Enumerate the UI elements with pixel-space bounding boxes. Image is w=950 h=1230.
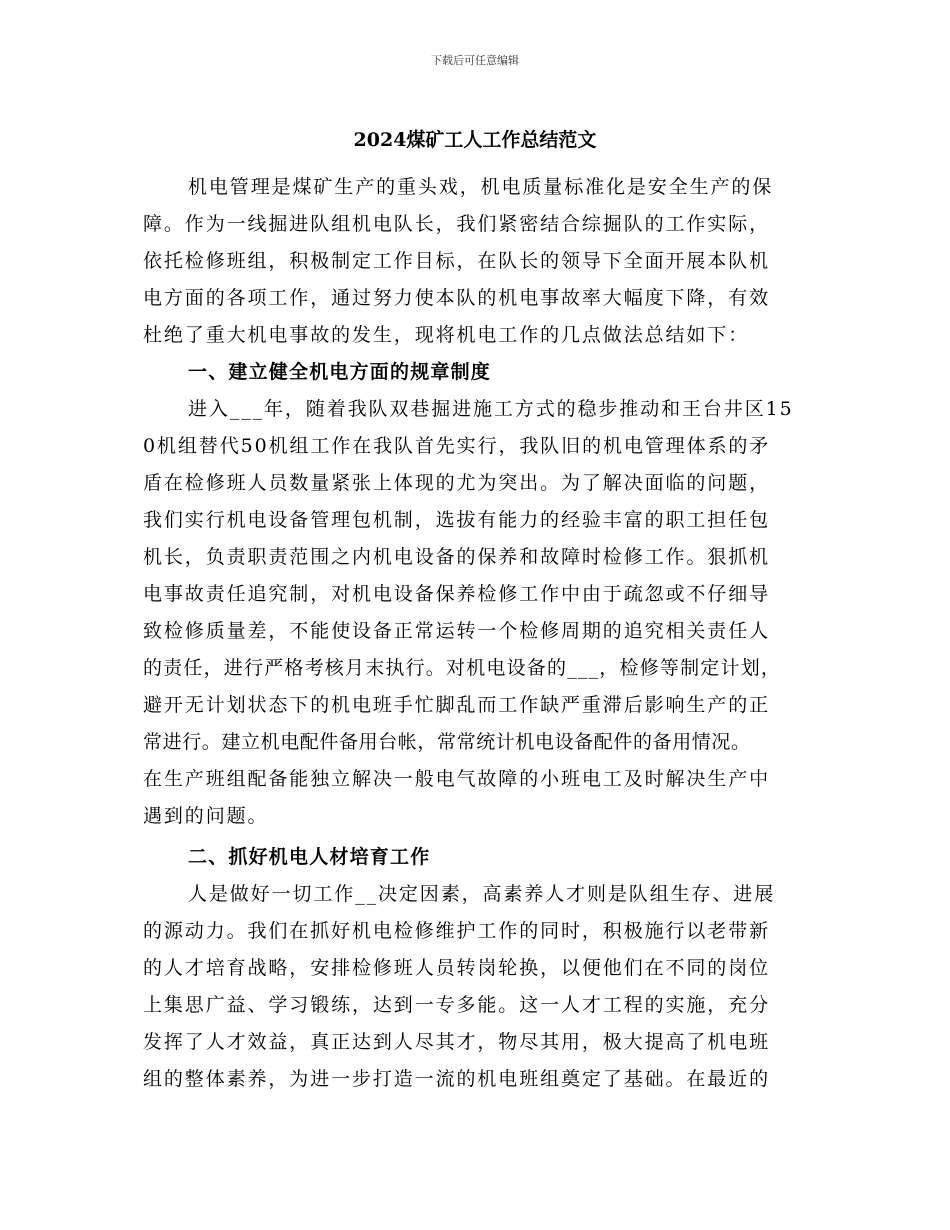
paragraph-line: 常进行。建立机电配件备用台帐，常常统计机电设备配件的备用情况。 (143, 731, 751, 753)
section-heading: 一、建立健全机电方面的规章制度 (188, 361, 492, 383)
paragraph-line: 的源动力。我们在抓好机电检修维护工作的同时，积极施行以老带新 (143, 920, 771, 942)
paragraph-line: 机长，负责职责范围之内机电设备的保养和故障时检修工作。狠抓机 (143, 546, 771, 568)
paragraph-line: 电事故责任追究制，对机电设备保养检修工作中由于疏忽或不仔细导 (143, 583, 771, 605)
paragraph-line: 人是做好一切工作__决定因素，高素养人才则是队组生存、进展 (188, 883, 776, 905)
paragraph-line: 避开无计划状态下的机电班手忙脚乱而工作缺严重滞后影响生产的正 (143, 694, 771, 716)
paragraph-line: 组的整体素养，为进一步打造一流的机电班组奠定了基础。在最近的 (143, 1068, 771, 1090)
paragraph-line: 在生产班组配备能独立解决一般电气故障的小班电工及时解决生产中 (143, 768, 771, 790)
paragraph-line: 障。作为一线掘进队组机电队长，我们紧密结合综掘队的工作实际， (143, 213, 771, 235)
header-note: 下载后可任意编辑 (431, 54, 519, 67)
section-heading: 二、抓好机电人材培育工作 (188, 846, 431, 868)
paragraph-line: 的责任，进行严格考核月末执行。对机电设备的___，检修等制定计划， (143, 657, 782, 679)
paragraph-line: 盾在检修班人员数量紧张上体现的尤为突出。为了解决面临的问题， (143, 472, 771, 494)
paragraph-line: 发挥了人才效益，真正达到人尽其才，物尽其用，极大提高了机电班 (143, 1031, 771, 1053)
paragraph-line: 依托检修班组，积极制定工作目标，在队长的领导下全面开展本队机 (143, 250, 771, 272)
paragraph-line: 致检修质量差，不能使设备正常运转一个检修周期的追究相关责任人 (143, 620, 771, 642)
paragraph-line: 机电管理是煤矿生产的重头戏，机电质量标准化是安全生产的保 (188, 176, 774, 198)
paragraph-line: 遇到的问题。 (143, 805, 269, 827)
paragraph-line: 的人才培育战略，安排检修班人员转岗轮换，以便他们在不同的岗位 (143, 957, 771, 979)
document-title: 2024煤矿工人工作总结范文 (353, 129, 597, 151)
paragraph-line: 0机组替代50机组工作在我队首先实行，我队旧的机电管理体系的矛 (143, 435, 771, 457)
paragraph-line: 我们实行机电设备管理包机制，选拔有能力的经验丰富的职工担任包 (143, 509, 771, 531)
paragraph-line: 上集思广益、学习锻练，达到一专多能。这一人才工程的实施，充分 (143, 994, 771, 1016)
paragraph-line: 杜绝了重大机电事故的发生，现将机电工作的几点做法总结如下： (143, 324, 750, 346)
document-body (143, 169, 825, 1098)
paragraph-line: 进入___年，随着我队双巷掘进施工方式的稳步推动和王台井区15 (188, 398, 794, 420)
paragraph-line: 电方面的各项工作，通过努力使本队的机电事故率大幅度下降，有效 (143, 287, 771, 309)
